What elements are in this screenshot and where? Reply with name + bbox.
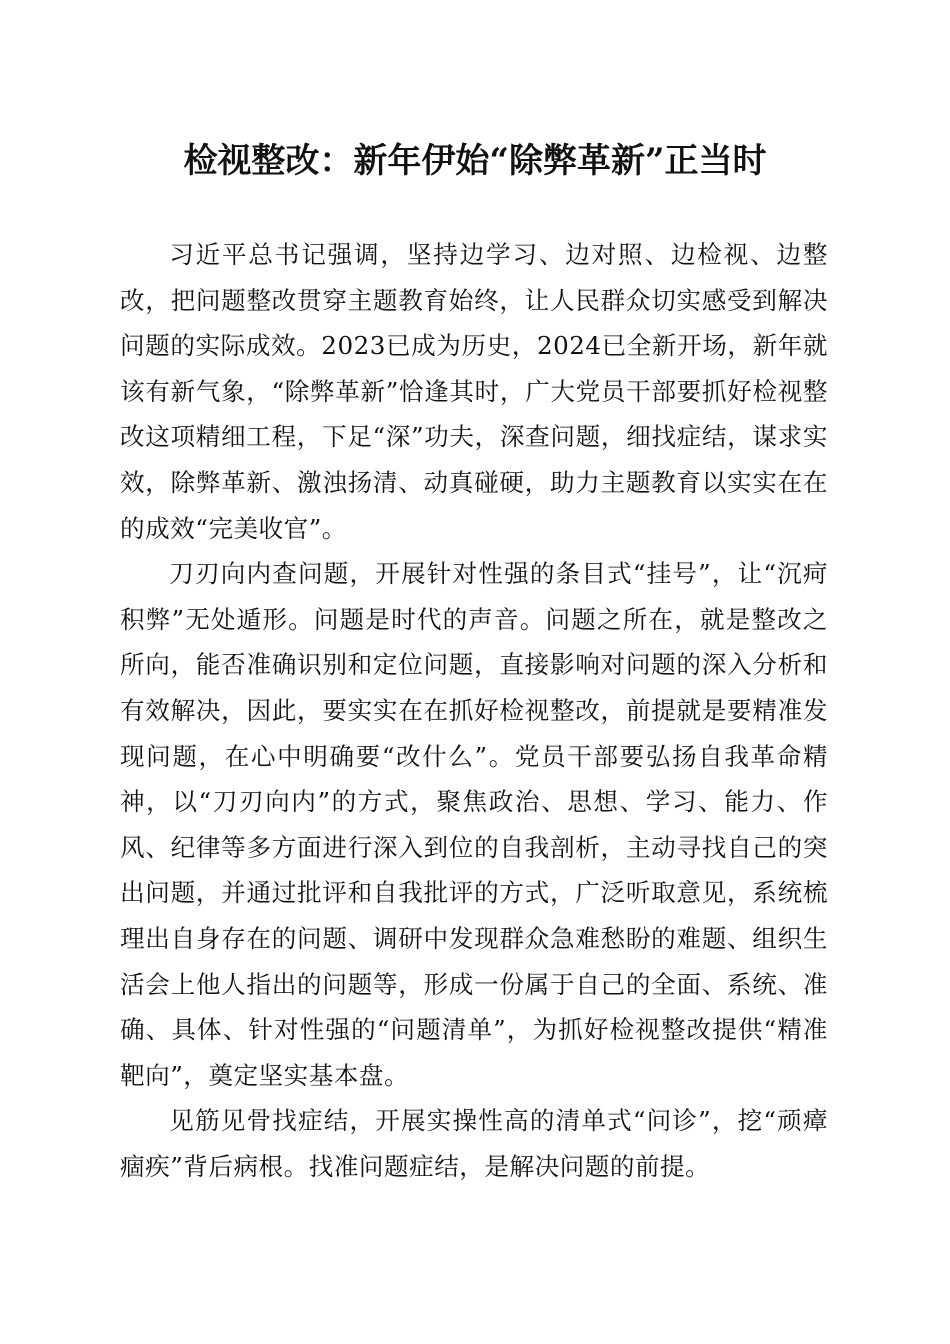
paragraph-1: 习近平总书记强调，坚持边学习、边对照、边检视、边整改，把问题整改贯穿主题教育始终，让人民群众切实感受到解决问题的实际成效。2023已成为历史，2024已全新开场，新年就该有新气象，“除弊革新”恰逢其时，广大党员干部要抓好检视整改这项精细工程，下足“深”功夫，深查问题，细找症结，谋求实效，除弊革新、激浊扬清、动真碰硬，助力主题教育以实实在在的成效“完美收官”。 xyxy=(120,240,828,543)
document-body xyxy=(120,232,828,1189)
document-title: 检视整改：新年伊始“除弊革新”正当时 xyxy=(183,141,767,181)
paragraph-3: 见筋见骨找症结，开展实操性高的清单式“问诊”，挖“顽瘴痼疾”背后病根。找准问题症结，是解决问题的前提。 xyxy=(120,1106,828,1181)
paragraph-2: 刀刃向内查问题，开展针对性强的条目式“挂号”，让“沉疴积弊”无处遁形。问题是时代的声音。问题之所在，就是整改之所向，能否准确识别和定位问题，直接影响对问题的深入分析和有效解决，因此，要实实在在抓好检视整改，前提就是要精准发现问题，在心中明确要“改什么”。党员干部要弘扬自我革命精神，以“刀刃向内”的方式，聚焦政治、思想、学习、能力、作风、纪律等多方面进行深入到位的自我剖析，主动寻找自己的突出问题，并通过批评和自我批评的方式，广泛听取意见，系统梳理出自身存在的问题、调研中发现群众急难愁盼的难题、组织生活会上他人指出的问题等，形成一份属于自己的全面、系统、准确、具体、针对性强的“问题清单”，为抓好检视整改提供“精准靶向”，奠定坚实基本盘。 xyxy=(120,559,828,1090)
